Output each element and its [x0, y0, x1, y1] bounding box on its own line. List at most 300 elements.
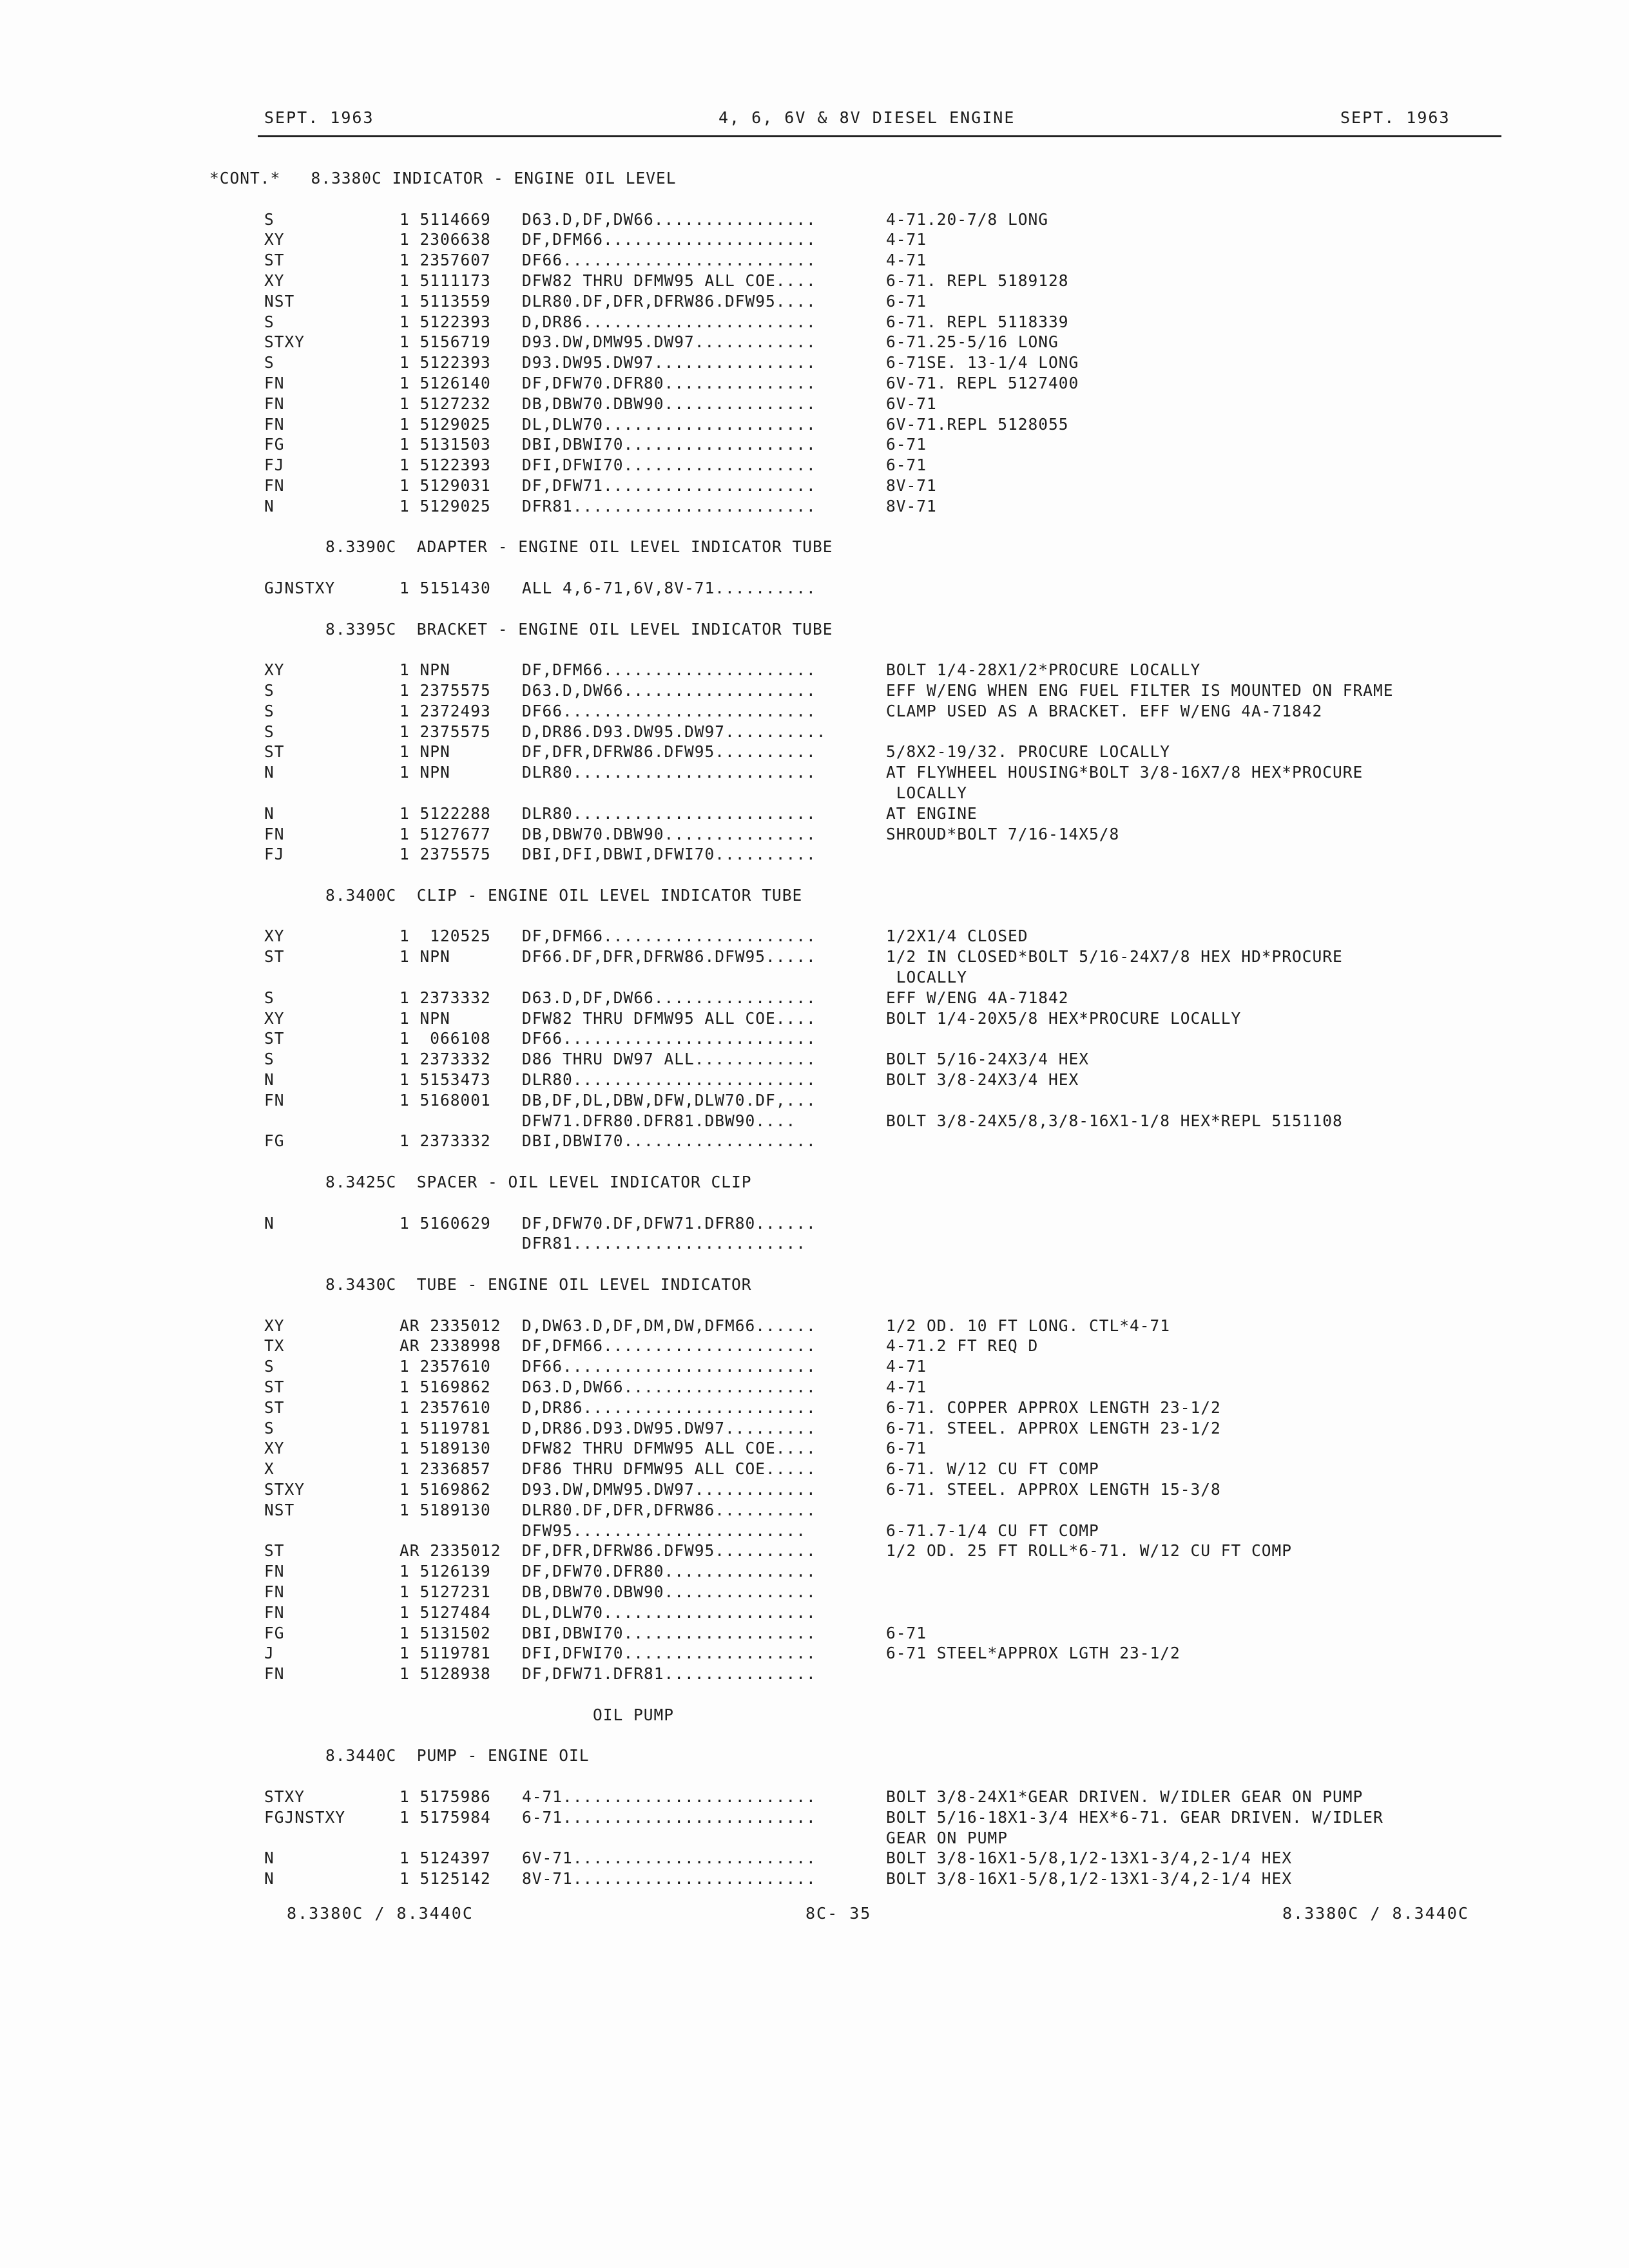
applicability: DF,DFW71..................... — [522, 476, 816, 495]
remarks: AT FLYWHEEL HOUSING*BOLT 3/8-16X7/8 HEX*PROCURE — [886, 763, 1364, 782]
qty-part-number: 1 NPN — [400, 660, 450, 680]
remarks: 6-71 — [886, 1439, 927, 1458]
applicability: D63.D,DW66................... — [522, 1378, 816, 1397]
model-code: FN — [264, 1562, 285, 1581]
part-row — [264, 1521, 1489, 1542]
model-code: FJ — [264, 456, 285, 475]
applicability: DBI,DBWI70................... — [522, 1623, 816, 1642]
part-row — [264, 1009, 1489, 1030]
applicability: D,DR86.D93.DW95.DW97......... — [522, 1418, 816, 1437]
model-code: FGJNSTXY — [264, 1807, 346, 1827]
qty-part-number: 1 5122393 — [400, 353, 491, 372]
remarks: BOLT 5/16-18X1-3/4 HEX*6-71. GEAR DRIVEN. W/IDLER — [886, 1807, 1383, 1827]
applicability: DL,DLW70..................... — [522, 414, 816, 434]
model-code: GJNSTXY — [264, 578, 336, 597]
remarks: EFF W/ENG WHEN ENG FUEL FILTER IS MOUNTED ON FRAME — [886, 680, 1394, 700]
applicability: D,DR86....................... — [522, 1398, 816, 1417]
applicability: D93.DW95.DW97................ — [522, 353, 816, 372]
section-heading-text: 8.3430C TUBE - ENGINE OIL LEVEL INDICATOR — [325, 1275, 752, 1294]
applicability: DF,DFW70.DFR80............... — [522, 1562, 816, 1581]
remarks: 4-71 — [886, 1378, 927, 1397]
model-code: S — [264, 1418, 275, 1437]
model-code: TX — [264, 1336, 285, 1356]
qty-part-number: 1 5175984 — [400, 1807, 491, 1827]
remarks: SHROUD*BOLT 7/16-14X5/8 — [886, 824, 1120, 843]
section-heading-text: 8.3400C CLIP - ENGINE OIL LEVEL INDICATOR TUBE — [325, 885, 803, 905]
applicability: DF,DFW71.DFR81............... — [522, 1664, 816, 1684]
section-heading — [209, 169, 1489, 189]
section-heading-text: 8.3390C ADAPTER - ENGINE OIL LEVEL INDICATOR TUBE — [325, 537, 833, 557]
remarks: 6V-71 — [886, 394, 937, 413]
part-row — [264, 1808, 1489, 1829]
applicability: DF,DFM66..................... — [522, 927, 816, 946]
qty-part-number: 1 2375575 — [400, 722, 491, 741]
part-row — [264, 1869, 1489, 1890]
part-row — [264, 1336, 1489, 1357]
part-row — [264, 1541, 1489, 1562]
model-code: ST — [264, 1541, 285, 1561]
qty-part-number: 1 5131502 — [400, 1623, 491, 1642]
blank-line — [264, 517, 1489, 538]
remarks: 6-71 — [886, 435, 927, 454]
model-code: ST — [264, 1398, 285, 1417]
remarks: 6-71 — [886, 1623, 927, 1642]
qty-part-number: 1 2306638 — [400, 230, 491, 249]
applicability: DB,DBW70.DBW90............... — [522, 394, 816, 413]
model-code: STXY — [264, 1480, 305, 1499]
part-row — [264, 210, 1489, 231]
qty-part-number: 1 5126139 — [400, 1562, 491, 1581]
applicability: DF66.DF,DFR,DFRW86.DFW95..... — [522, 947, 816, 966]
applicability: DF,DFR,DFRW86.DFW95.......... — [522, 1541, 816, 1561]
qty-part-number: 1 2357607 — [400, 251, 491, 270]
applicability: D63.D,DF,DW66................ — [522, 988, 816, 1007]
applicability: DF,DFM66..................... — [522, 660, 816, 680]
remarks: 6-71. REPL 5189128 — [886, 271, 1069, 290]
section-heading — [264, 886, 1489, 907]
model-code: FN — [264, 1582, 285, 1601]
part-row — [264, 374, 1489, 394]
applicability: D63.D,DF,DW66................ — [522, 209, 816, 229]
part-row — [264, 497, 1489, 517]
remarks: 5/8X2-19/32. PROCURE LOCALLY — [886, 742, 1171, 762]
applicability: DLR80........................ — [522, 1070, 816, 1090]
model-code: S — [264, 353, 275, 372]
model-code: FJ — [264, 845, 285, 864]
remarks: 6-71SE. 13-1/4 LONG — [886, 353, 1079, 372]
part-row — [264, 1131, 1489, 1152]
blank-line — [264, 1767, 1489, 1787]
qty-part-number: 1 5122288 — [400, 803, 491, 823]
qty-part-number: 1 066108 — [400, 1029, 491, 1048]
part-row — [264, 1419, 1489, 1439]
qty-part-number: 1 5129025 — [400, 496, 491, 515]
part-row — [264, 804, 1489, 825]
part-row — [264, 988, 1489, 1009]
blank-line — [264, 1296, 1489, 1316]
qty-part-number: 1 2373332 — [400, 1050, 491, 1069]
qty-part-number: 1 5119781 — [400, 1644, 491, 1663]
model-code: S — [264, 680, 275, 700]
parts-list — [209, 169, 1489, 1890]
applicability: D,DR86.D93.DW95.DW97.......... — [522, 722, 827, 741]
applicability: DFW71.DFR80.DFR81.DBW90.... — [522, 1111, 796, 1130]
applicability: DFW82 THRU DFMW95 ALL COE.... — [522, 271, 816, 290]
model-code: FN — [264, 394, 285, 413]
qty-part-number: 1 5175986 — [400, 1787, 491, 1806]
model-code: N — [264, 496, 275, 515]
qty-part-number: 1 5127232 — [400, 394, 491, 413]
model-code: N — [264, 1869, 275, 1888]
model-code: X — [264, 1459, 275, 1479]
model-code: FN — [264, 1602, 285, 1622]
remarks: 4-71 — [886, 251, 927, 270]
qty-part-number: 1 5189130 — [400, 1439, 491, 1458]
part-row — [264, 845, 1489, 865]
model-code: N — [264, 1849, 275, 1868]
qty-part-number: 1 5111173 — [400, 271, 491, 290]
blank-line — [264, 1152, 1489, 1173]
applicability: DF66......................... — [522, 251, 816, 270]
applicability: 6-71......................... — [522, 1807, 816, 1827]
blank-line — [264, 865, 1489, 886]
qty-part-number: 1 2336857 — [400, 1459, 491, 1479]
applicability: DF,DFW70.DF,DFW71.DFR80...... — [522, 1213, 816, 1233]
remarks: BOLT 3/8-24X3/4 HEX — [886, 1070, 1079, 1090]
model-code: FN — [264, 414, 285, 434]
blank-line — [264, 907, 1489, 927]
qty-part-number: 1 5125142 — [400, 1869, 491, 1888]
applicability: D,DR86....................... — [522, 312, 816, 331]
model-code: XY — [264, 927, 285, 946]
applicability: 6V-71........................ — [522, 1849, 816, 1868]
qty-part-number: 1 5151430 — [400, 578, 491, 597]
header-rule — [258, 135, 1501, 137]
applicability: DFW82 THRU DFMW95 ALL COE.... — [522, 1439, 816, 1458]
remarks: 6V-71. REPL 5127400 — [886, 373, 1079, 392]
part-row — [264, 1091, 1489, 1111]
remarks: 6-71 — [886, 456, 927, 475]
part-row — [264, 1644, 1489, 1664]
applicability: DB,DBW70.DBW90............... — [522, 824, 816, 843]
qty-part-number: AR 2335012 — [400, 1316, 501, 1335]
part-row — [264, 927, 1489, 947]
part-row — [264, 251, 1489, 271]
blank-line — [264, 558, 1489, 579]
qty-part-number: 1 5122393 — [400, 312, 491, 331]
part-row — [264, 1439, 1489, 1459]
part-row — [264, 456, 1489, 476]
footer-range-right: 8.3380C / 8.3440C — [1282, 1904, 1469, 1923]
applicability: DF,DFR,DFRW86.DFW95.......... — [522, 742, 816, 762]
remarks: 8V-71 — [886, 496, 937, 515]
part-row — [264, 1664, 1489, 1685]
applicability: DB,DF,DL,DBW,DFW,DLW70.DF,... — [522, 1090, 816, 1110]
applicability: D93.DW,DMW95.DW97............ — [522, 332, 816, 352]
part-row — [264, 1603, 1489, 1624]
qty-part-number: 1 5153473 — [400, 1070, 491, 1090]
applicability: D86 THRU DW97 ALL............ — [522, 1050, 816, 1069]
qty-part-number: 1 5169862 — [400, 1378, 491, 1397]
qty-part-number: 1 5124397 — [400, 1849, 491, 1868]
part-row — [264, 332, 1489, 353]
remarks: BOLT 1/4-20X5/8 HEX*PROCURE LOCALLY — [886, 1008, 1242, 1028]
remarks: BOLT 3/8-16X1-5/8,1/2-13X1-3/4,2-1/4 HEX — [886, 1849, 1293, 1868]
header-date-left: SEPT. 1963 — [264, 108, 374, 127]
model-code: STXY — [264, 332, 305, 352]
qty-part-number: 1 120525 — [400, 927, 491, 946]
qty-part-number: 1 2357610 — [400, 1398, 491, 1417]
model-code: STXY — [264, 1787, 305, 1806]
part-row — [264, 1111, 1489, 1132]
qty-part-number: 1 NPN — [400, 947, 450, 966]
model-code: N — [264, 1213, 275, 1233]
remarks: LOCALLY — [886, 783, 968, 802]
part-row — [264, 742, 1489, 763]
part-row — [264, 1459, 1489, 1480]
remarks: 6-71 STEEL*APPROX LGTH 23-1/2 — [886, 1644, 1181, 1663]
section-heading — [264, 620, 1489, 640]
part-row — [264, 722, 1489, 743]
remarks: 6-71.7-1/4 CU FT COMP — [886, 1521, 1099, 1540]
qty-part-number: 1 5131503 — [400, 435, 491, 454]
part-row — [264, 1029, 1489, 1050]
model-code: N — [264, 763, 275, 782]
qty-part-number: 1 5122393 — [400, 456, 491, 475]
model-code: XY — [264, 230, 285, 249]
qty-part-number: 1 5189130 — [400, 1500, 491, 1519]
remarks: 1/2X1/4 CLOSED — [886, 927, 1028, 946]
qty-part-number: 1 NPN — [400, 1008, 450, 1028]
model-code: S — [264, 312, 275, 331]
footer-range-left: 8.3380C / 8.3440C — [287, 1904, 474, 1923]
remarks: 6-71 — [886, 291, 927, 311]
section-heading-text: *CONT.* 8.3380C INDICATOR - ENGINE OIL LEVEL — [209, 169, 677, 187]
qty-part-number: 1 5129025 — [400, 414, 491, 434]
model-code: FN — [264, 373, 285, 392]
qty-part-number: AR 2335012 — [400, 1541, 501, 1561]
applicability: DF66......................... — [522, 701, 816, 720]
remarks: BOLT 5/16-24X3/4 HEX — [886, 1050, 1090, 1069]
remarks: 6-71. COPPER APPROX LENGTH 23-1/2 — [886, 1398, 1221, 1417]
section-heading-text: 8.3395C BRACKET - ENGINE OIL LEVEL INDICATOR TUBE — [325, 619, 833, 639]
model-code: S — [264, 722, 275, 741]
model-code: FN — [264, 824, 285, 843]
applicability: DF86 THRU DFMW95 ALL COE..... — [522, 1459, 816, 1479]
applicability: D63.D,DW66................... — [522, 680, 816, 700]
part-row — [264, 1829, 1489, 1849]
part-row — [264, 1234, 1489, 1254]
remarks: 1/2 OD. 10 FT LONG. CTL*4-71 — [886, 1316, 1171, 1335]
applicability: DF,DFW70.DFR80............... — [522, 373, 816, 392]
qty-part-number: 1 NPN — [400, 742, 450, 762]
qty-part-number: 1 5160629 — [400, 1213, 491, 1233]
qty-part-number: 1 5129031 — [400, 476, 491, 495]
part-row — [264, 1214, 1489, 1235]
model-code: ST — [264, 1029, 285, 1048]
remarks: 6-71. W/12 CU FT COMP — [886, 1459, 1099, 1479]
part-row — [264, 783, 1489, 804]
applicability: DF66......................... — [522, 1357, 816, 1376]
model-code: N — [264, 803, 275, 823]
remarks: 4-71 — [886, 230, 927, 249]
part-row — [264, 353, 1489, 374]
model-code: ST — [264, 1378, 285, 1397]
applicability: DFW82 THRU DFMW95 ALL COE.... — [522, 1008, 816, 1028]
part-row — [264, 681, 1489, 702]
part-row — [264, 660, 1489, 681]
model-code: S — [264, 988, 275, 1007]
part-row — [264, 271, 1489, 292]
model-code: ST — [264, 251, 285, 270]
remarks: GEAR ON PUMP — [886, 1828, 1008, 1847]
applicability: DF,DFM66..................... — [522, 1336, 816, 1356]
blank-line — [264, 189, 1489, 210]
remarks: 6-71. STEEL. APPROX LENGTH 15-3/8 — [886, 1480, 1221, 1499]
applicability: DFR81....................... — [522, 1234, 807, 1253]
section-heading-text: OIL PUMP — [593, 1705, 675, 1724]
part-row — [264, 1357, 1489, 1378]
qty-part-number: 1 5169862 — [400, 1480, 491, 1499]
part-row — [264, 763, 1489, 783]
remarks: 6-71. STEEL. APPROX LENGTH 23-1/2 — [886, 1418, 1221, 1437]
applicability: DLR80........................ — [522, 803, 816, 823]
section-heading-text: 8.3425C SPACER - OIL LEVEL INDICATOR CLIP — [325, 1173, 752, 1192]
qty-part-number: 1 2373332 — [400, 1131, 491, 1151]
section-heading — [264, 1275, 1489, 1296]
part-row — [264, 1398, 1489, 1419]
part-row — [264, 435, 1489, 456]
applicability: DF66......................... — [522, 1029, 816, 1048]
qty-part-number: 1 5168001 — [400, 1090, 491, 1110]
part-row — [264, 1787, 1489, 1808]
model-code: ST — [264, 742, 285, 762]
blank-line — [264, 1193, 1489, 1214]
model-code: FG — [264, 1131, 285, 1151]
part-row — [264, 1501, 1489, 1521]
remarks: AT ENGINE — [886, 803, 978, 823]
part-row — [264, 1378, 1489, 1398]
applicability: DBI,DBWI70................... — [522, 1131, 816, 1151]
part-row — [264, 415, 1489, 436]
qty-part-number: 1 5128938 — [400, 1664, 491, 1684]
part-row — [264, 579, 1489, 599]
part-row — [264, 1562, 1489, 1582]
applicability: DFI,DFWI70................... — [522, 456, 816, 475]
section-heading — [264, 1173, 1489, 1193]
remarks: 6-71.25-5/16 LONG — [886, 332, 1059, 352]
remarks: CLAMP USED AS A BRACKET. EFF W/ENG 4A-71842 — [886, 701, 1323, 720]
part-row — [264, 825, 1489, 845]
part-row — [264, 1050, 1489, 1070]
remarks: 1/2 OD. 25 FT ROLL*6-71. W/12 CU FT COMP — [886, 1541, 1293, 1561]
model-code: FG — [264, 435, 285, 454]
part-row — [264, 292, 1489, 312]
blank-line — [264, 1726, 1489, 1747]
qty-part-number: 1 NPN — [400, 763, 450, 782]
part-row — [264, 1070, 1489, 1091]
part-row — [264, 702, 1489, 722]
model-code: NST — [264, 291, 295, 311]
qty-part-number: 1 5119781 — [400, 1418, 491, 1437]
model-code: S — [264, 701, 275, 720]
blank-line — [264, 640, 1489, 660]
applicability: DLR80........................ — [522, 763, 816, 782]
part-row — [264, 230, 1489, 251]
model-code: N — [264, 1070, 275, 1090]
qty-part-number: 1 2373332 — [400, 988, 491, 1007]
part-row — [264, 1582, 1489, 1603]
remarks: BOLT 1/4-28X1/2*PROCURE LOCALLY — [886, 660, 1201, 680]
remarks: 4-71.20-7/8 LONG — [886, 209, 1049, 229]
applicability: DB,DBW70.DBW90............... — [522, 1582, 816, 1601]
model-code: S — [264, 1357, 275, 1376]
header-title: 4, 6, 6V & 8V DIESEL ENGINE — [718, 108, 1016, 127]
qty-part-number: AR 2338998 — [400, 1336, 501, 1356]
applicability: DLR80.DF,DFR,DFRW86.......... — [522, 1500, 816, 1519]
part-row — [264, 1624, 1489, 1644]
applicability: ALL 4,6-71,6V,8V-71.......... — [522, 578, 816, 597]
model-code: FG — [264, 1623, 285, 1642]
remarks: 8V-71 — [886, 476, 937, 495]
qty-part-number: 1 5126140 — [400, 373, 491, 392]
qty-part-number: 1 2375575 — [400, 845, 491, 864]
qty-part-number: 1 2357610 — [400, 1357, 491, 1376]
part-row — [264, 312, 1489, 333]
blank-line — [264, 1685, 1489, 1706]
model-code: XY — [264, 1316, 285, 1335]
qty-part-number: 1 5156719 — [400, 332, 491, 352]
model-code: ST — [264, 947, 285, 966]
model-code: XY — [264, 1008, 285, 1028]
qty-part-number: 1 5127484 — [400, 1602, 491, 1622]
model-code: FN — [264, 1664, 285, 1684]
section-heading — [264, 537, 1489, 558]
remarks: LOCALLY — [886, 968, 968, 987]
applicability: DFI,DFWI70................... — [522, 1644, 816, 1663]
applicability: D,DW63.D,DF,DM,DW,DFM66...... — [522, 1316, 816, 1335]
remarks: 6V-71.REPL 5128055 — [886, 414, 1069, 434]
remarks: 6-71. REPL 5118339 — [886, 312, 1069, 331]
part-row — [264, 476, 1489, 497]
model-code: S — [264, 209, 275, 229]
applicability: DFW95....................... — [522, 1521, 807, 1540]
model-code: S — [264, 1050, 275, 1069]
part-row — [264, 947, 1489, 968]
section-heading — [264, 1746, 1489, 1767]
part-row — [264, 968, 1489, 988]
applicability: DBI,DFI,DBWI,DFWI70.......... — [522, 845, 816, 864]
qty-part-number: 1 2372493 — [400, 701, 491, 720]
remarks: 1/2 IN CLOSED*BOLT 5/16-24X7/8 HEX HD*PROCURE — [886, 947, 1343, 966]
blank-line — [264, 1254, 1489, 1275]
remarks: BOLT 3/8-24X5/8,3/8-16X1-1/8 HEX*REPL 5151108 — [886, 1111, 1343, 1130]
header-date-right: SEPT. 1963 — [1340, 108, 1451, 127]
applicability: DBI,DBWI70................... — [522, 435, 816, 454]
applicability: DFR81........................ — [522, 496, 816, 515]
model-code: XY — [264, 1439, 285, 1458]
qty-part-number: 1 5127231 — [400, 1582, 491, 1601]
model-code: NST — [264, 1500, 295, 1519]
model-code: FN — [264, 476, 285, 495]
qty-part-number: 1 2375575 — [400, 680, 491, 700]
applicability: DF,DFM66..................... — [522, 230, 816, 249]
blank-line — [264, 599, 1489, 620]
part-row — [264, 1849, 1489, 1869]
remarks: 4-71.2 FT REQ D — [886, 1336, 1039, 1356]
footer-page-number: 8C- 35 — [805, 1904, 872, 1923]
applicability: 4-71......................... — [522, 1787, 816, 1806]
